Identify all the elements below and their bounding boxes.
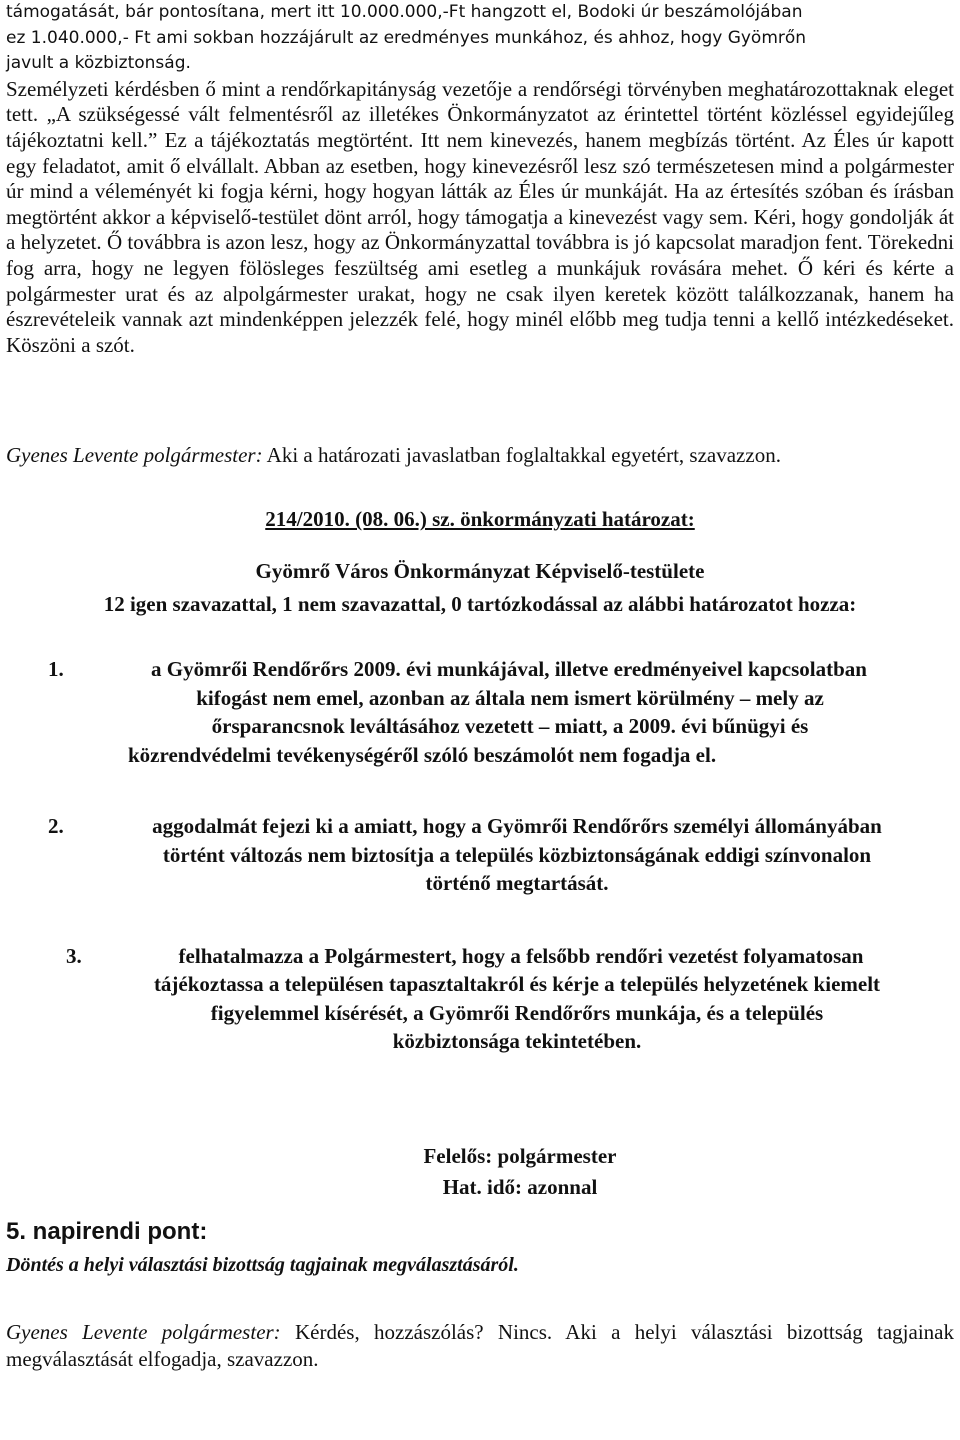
item-1-line-2: kifogást nem emel, azonban az általa nem ismert körülmény – mely az: [196, 685, 824, 710]
vote-call: [6, 442, 954, 468]
vote-call-speaker: Gyenes Levente polgármester:: [6, 443, 263, 468]
agenda-title: 5. napirendi pont:: [6, 1217, 208, 1245]
resolution-number-text: 214/2010. (08. 06.) sz. önkormányzati határozat:: [265, 507, 695, 532]
item-1-line-4: közrendvédelmi tevékenységéről szóló beszámolót nem fogadja el.: [128, 742, 717, 767]
item-2-line-2: történt változás nem biztosítja a település közbiztonságának eddigi színvonalon: [162, 842, 872, 867]
resolution-item-3: [6, 942, 954, 1056]
item-1-line-1: a Gyömrői Rendőrőrs 2009. évi munkájával, illetve eredményeivel kapcsolatban: [151, 657, 867, 682]
item-number: 3.: [66, 943, 82, 968]
item-3-line-4: közbiztonsága tekintetében.: [392, 1029, 642, 1054]
resolution-item-1: [6, 655, 954, 769]
closing-speaker: Gyenes Levente polgármester:: [6, 1319, 281, 1344]
council-name: Gyömrő Város Önkormányzat Képviselő-testülete: [255, 559, 705, 584]
item-3-line-2: tájékoztassa a településen tapasztaltakról és kérje a település helyzetének kiemelt: [153, 972, 881, 997]
vote-result: 12 igen szavazattal, 1 nem szavazattal, 0 tartózkodással az alábbi határozatot hozza:: [103, 592, 857, 617]
paragraph-1: [6, 0, 954, 77]
paragraph-1-line-2: ez 1.040.000,- Ft ami sokban hozzájárult az eredményes munkához, és ahhoz, hogy Gyömrőn: [6, 27, 807, 48]
item-3-line-3: figyelemmel kísérését, a Gyömrői Rendőrőrs munkája, és a település: [210, 1000, 824, 1025]
item-2-line-3: történő megtartását.: [425, 871, 609, 896]
paragraph-2: Személyzeti kérdésben ő mint a rendőrkapitányság vezetője a rendőrségi törvényben meghatározottaknak eleget tett. „A szükségessé vált felmentésről az illetékes Önkormányzatot az érintettel történt közléssel egyidejűleg tájékoztatni kell.” Ez a tájékoztatás megtörtént. Itt nem kinevezés, hanem megbízás történt. Az Éles úr kapott egy feladatot, amit ő elvállalt. Abban az esetben, hogy kinevezésről lesz szó természetesen mind a polgármester úr mind a véleményét ki fogja kérni, hogy hogyan látták az Éles úr munkáját. Ha az értesítés szóban és írásban megtörtént akkor a képviselő-testület dönt arról, hogy támogatja a kinevezést vagy sem. Kéri, hogy gondolják át a helyzetet. Ő továbbra is azon lesz, hogy az Önkormányzattal továbbra is jó kapcsolat maradjon fent. Törekedni fog arra, hogy ne legyen fölösleges feszültség ami esetleg a munkájuk rovására mehet. Ő kéri és kérte a polgármester urat és az alpolgármester urakat, hogy ne csak ilyen keretek között találkozzanak, hanem ha észrevételeik vannak azt mindenképpen jelezzék felé, hogy minél előbb meg tudja tenni a kellő intézkedéseket. Köszöni a szót.: [6, 76, 954, 357]
resolution-number: [6, 507, 954, 532]
item-number: 1.: [48, 657, 64, 682]
closing-paragraph: [6, 1319, 954, 1373]
item-number: 2.: [48, 814, 64, 839]
paragraph-1-line-3: javult a közbiztonság.: [6, 53, 191, 74]
item-2-line-1: aggodalmát fejezi ki a amiatt, hogy a Gyömrői Rendőrőrs személyi állományában: [152, 814, 882, 839]
paragraph-1-line-1: támogatását, bár pontosítana, mert itt 10.000.000,-Ft hangzott el, Bodoki úr beszámolójában: [6, 2, 803, 22]
closing-text: Kérdés, hozzászólás? Nincs. Aki a helyi választási bizottság tagjainak megválasztását elfogadja, szavazzon.: [6, 1319, 954, 1371]
item-1-line-3: őrsparancsnok leváltásához vezetett – miatt, a 2009. évi bűnügyi és: [211, 714, 809, 739]
agenda-subtitle: Döntés a helyi választási bizottság tagjainak megválasztásáról.: [6, 1253, 519, 1276]
deadline: Hat. idő: azonnal: [442, 1174, 598, 1199]
item-3-line-1: felhatalmazza a Polgármestert, hogy a felsőbb rendőri vezetést folyamatosan: [178, 943, 864, 968]
responsible: Felelős: polgármester: [423, 1143, 617, 1168]
resolution-item-2: [6, 812, 954, 898]
vote-call-text: Aki a határozati javaslatban foglaltakkal egyetért, szavazzon.: [262, 443, 781, 468]
document-page: [6, 0, 954, 1373]
